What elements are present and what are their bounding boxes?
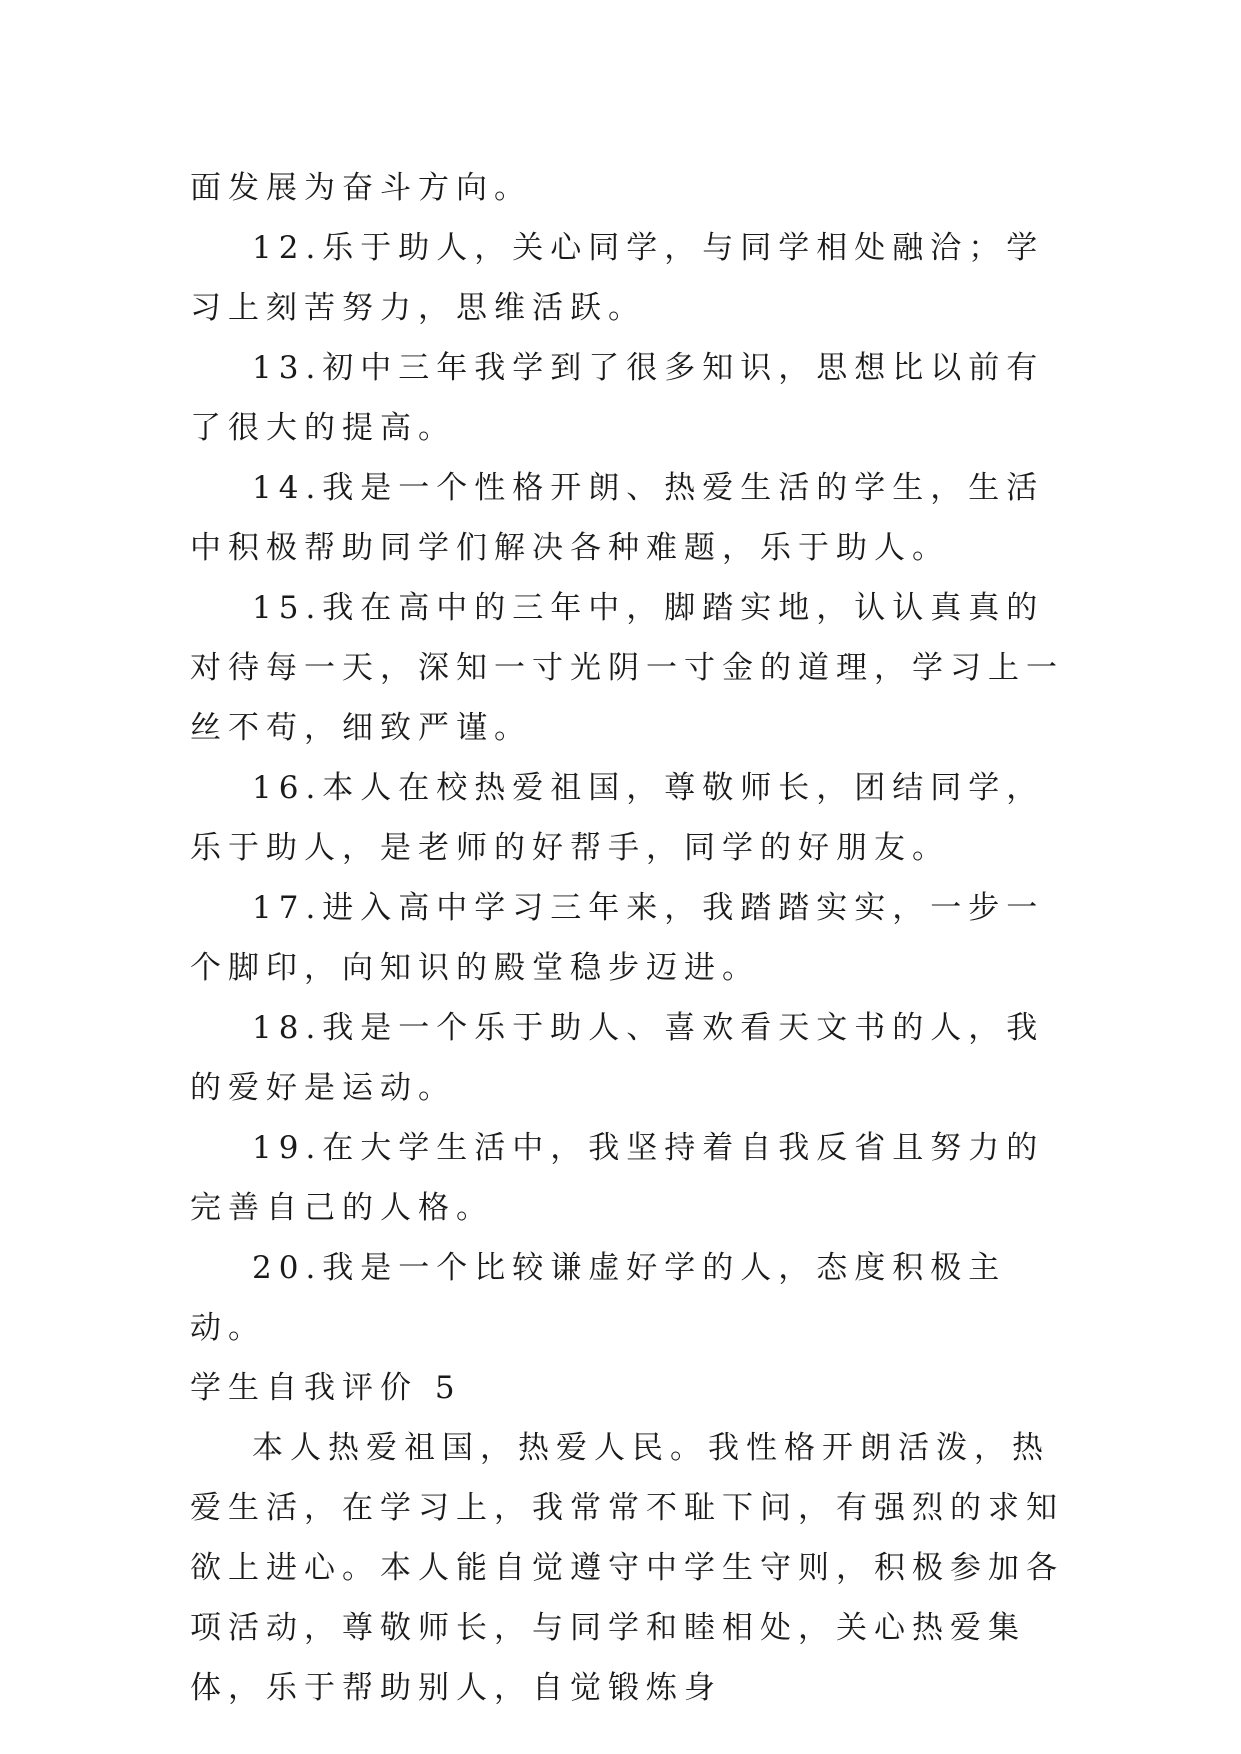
list-item-13: 13.初中三年我学到了很多知识，思想比以前有了很大的提高。 xyxy=(190,350,1045,446)
list-item-17: 17.进入高中学习三年来，我踏踏实实，一步一个脚印，向知识的殿堂稳步迈进。 xyxy=(190,890,1045,986)
paragraph-continuation: 面发展为奋斗方向。 xyxy=(190,170,532,206)
list-item-14: 14.我是一个性格开朗、热爱生活的学生，生活中积极帮助同学们解决各种难题，乐于助人。 xyxy=(190,470,1045,566)
list-item-20: 20.我是一个比较谦虚好学的人，态度积极主动。 xyxy=(190,1250,1007,1346)
list-item-19: 19.在大学生活中，我坚持着自我反省且努力的完善自己的人格。 xyxy=(190,1130,1045,1226)
document-body xyxy=(190,158,1070,1718)
list-item-12: 12.乐于助人，关心同学，与同学相处融洽；学习上刻苦努力，思维活跃。 xyxy=(190,230,1045,326)
list-item-16: 16.本人在校热爱祖国，尊敬师长，团结同学，乐于助人，是老师的好帮手，同学的好朋友。 xyxy=(190,770,1045,866)
list-item-18: 18.我是一个乐于助人、喜欢看天文书的人，我的爱好是运动。 xyxy=(190,1010,1045,1106)
body-paragraph: 本人热爱祖国，热爱人民。我性格开朗活泼，热爱生活，在学习上，我常常不耻下问，有强烈的求知欲上进心。本人能自觉遵守中学生守则，积极参加各项活动，尊敬师长，与同学和睦相处，关心热爱集体，乐于帮助别人，自觉锻炼身 xyxy=(190,1430,1064,1706)
section-heading: 学生自我评价 5 xyxy=(190,1370,462,1406)
list-item-15: 15.我在高中的三年中，脚踏实地，认认真真的对待每一天，深知一寸光阴一寸金的道理，学习上一丝不苟，细致严谨。 xyxy=(190,590,1064,746)
